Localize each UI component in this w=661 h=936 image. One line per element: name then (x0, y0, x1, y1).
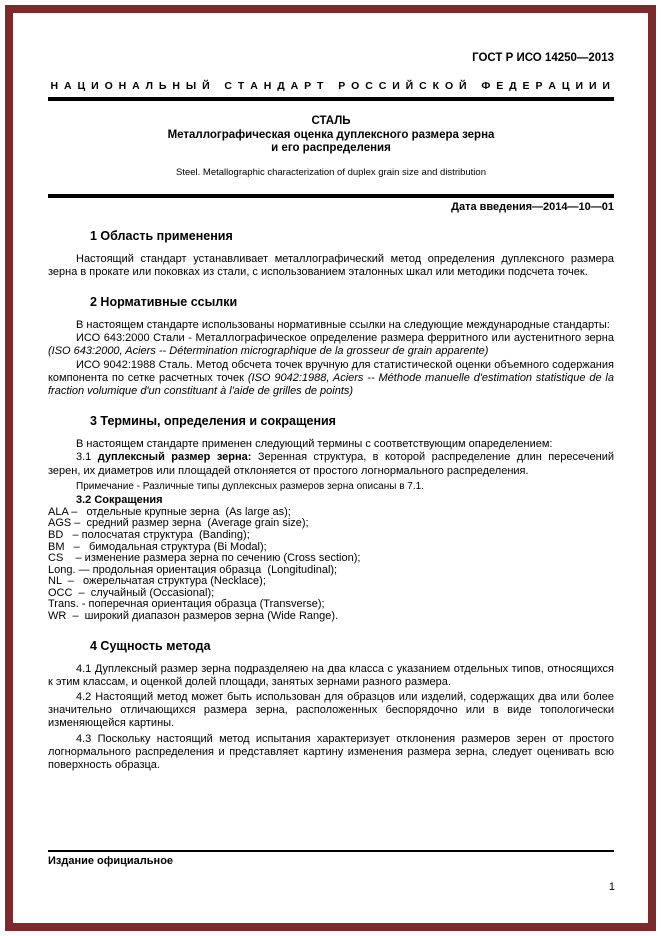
section-1-paragraph: Настоящий стандарт устанавливает металлографический метод определения дуплексного размера зерна в прокате или поковках из стали, с использованием эталонных шкал или методики подсчета точек. (48, 252, 614, 278)
term-name: дуплексный размер зерна: (97, 451, 252, 464)
section-3-title: 3 Термины, определения и сокращения (90, 414, 336, 429)
title-line-3: и его распределения (271, 142, 391, 154)
abbreviation-item: BD – полосчатая структура (Banding); (48, 528, 250, 541)
reference-iso-9042-original-title: (ISO 9042:1988, Aciers -- Méthode manuelle d'estimation statistique de la fraction volumique d'un constituant à l'aide de grilles de points) (48, 371, 614, 397)
title-english: Steel. Metallographic characterization of duplex grain size and distribution (176, 166, 486, 178)
reference-iso-643-text: ИСО 643:2000 Стали - Металлографическое определение размера ферритного или аустенитного зерна (76, 332, 614, 345)
title-steel: СТАЛЬ (311, 115, 351, 127)
section-2-intro: В настоящем стандарте использованы нормативные ссылки на следующие международные стандарты: (76, 318, 610, 331)
section-1-title: 1 Область применения (90, 228, 233, 243)
abbreviation-item: Trans. - поперечная ориентация образца (Transverse); (48, 598, 325, 611)
section-3-intro: В настоящем стандарте применен следующий термины с соответствующим опаределением: (76, 438, 553, 451)
term-number: 3.1 (76, 451, 98, 464)
section-4-title: 4 Сущность метода (90, 638, 211, 653)
term-definition-3-1 (48, 451, 614, 477)
effective-date: Дата введения—2014—10—01 (451, 200, 614, 213)
term-note: Примечание - Различные типы дуплексных размеров зерна описаны в 7.1. (76, 480, 424, 492)
footer-divider (48, 850, 614, 852)
section-4-paragraph-3: 4.3 Поскольку настоящий метод испытания характеризует отклонения размеров зерен от простого логнормального распределения и представляет картину изменения размера зерна, следует оценивать всю поверхность образца. (48, 732, 614, 772)
page-content (48, 0, 614, 774)
section-4-paragraph-2: 4.2 Настоящий метод может быть использован для образцов или изделий, содержащих два или более значительно отличающихся размера зерна, расположенных беспорядочно или в виде топологически изменяющейся картины. (48, 691, 614, 730)
section-4 (48, 639, 614, 773)
federation-standard-heading: Н А Ц И О Н А Л Ь Н Ы Й С Т А Н Д А Р Т Р О С С И Й С К О Й Ф Е Д Е Р А Ц И И И (50, 80, 612, 92)
abbreviation-item: Long. — продольная ориентация образца (Longitudinal); (48, 563, 338, 576)
reference-iso-643-original-title: (ISO 643:2000, Aciers -- Détermination micrographique de la grosseur de grain apparente) (48, 345, 489, 358)
abbreviation-item: WR – широкий диапазон размеров зерна (Wide Range). (48, 610, 339, 623)
abbreviation-item: ALA – отдельные крупные зерна (As large as); (48, 505, 291, 518)
abbreviation-item: BM – бимодальная структура (Bi Modal); (48, 540, 267, 553)
official-edition-label: Издание официальное (48, 855, 174, 867)
reference-iso-643 (48, 332, 614, 358)
reference-iso-9042 (48, 359, 614, 399)
abbreviation-item: NL – ожерельчатая структура (Necklace); (48, 575, 266, 588)
term-definition-text: Зеренная структура, в которой распределение длин пересечений зерен, их диаметров или площадей отклоняется от простого логнормального распределения. (48, 451, 614, 477)
abbreviations-heading: 3.2 Сокращения (76, 493, 163, 506)
title-line-2: Металлографическая оценка дуплексного размера зерна (167, 128, 495, 141)
abbreviation-item: CS – изменение размера зерна по сечению (Cross section); (48, 552, 361, 565)
title-block (48, 115, 614, 178)
section-2-title: 2 Нормативные ссылки (90, 294, 238, 309)
reference-iso-9042-text: ИСО 9042:1988 Сталь. Метод обсчета точек вручную для статистической оценки объемного содержания компонента по сетке расчетных точек (48, 358, 614, 384)
doc-number: ГОСТ Р ИСО 14250—2013 (472, 52, 614, 64)
abbreviation-item: OCC – случайный (Occasional); (48, 586, 215, 599)
page-number: 1 (608, 881, 615, 893)
date-divider-bar (48, 194, 614, 198)
header-divider-bar (48, 97, 614, 101)
section-4-paragraph-1: 4.1 Дуплексный размер зерна подразделяею на два класса с указанием отдельных типов, относящихся к этим классам, и оценкой долей площади, занятых зернами разного размера. (48, 662, 614, 688)
abbreviation-item: AGS – средний размер зерна (Average grain size); (48, 517, 309, 530)
